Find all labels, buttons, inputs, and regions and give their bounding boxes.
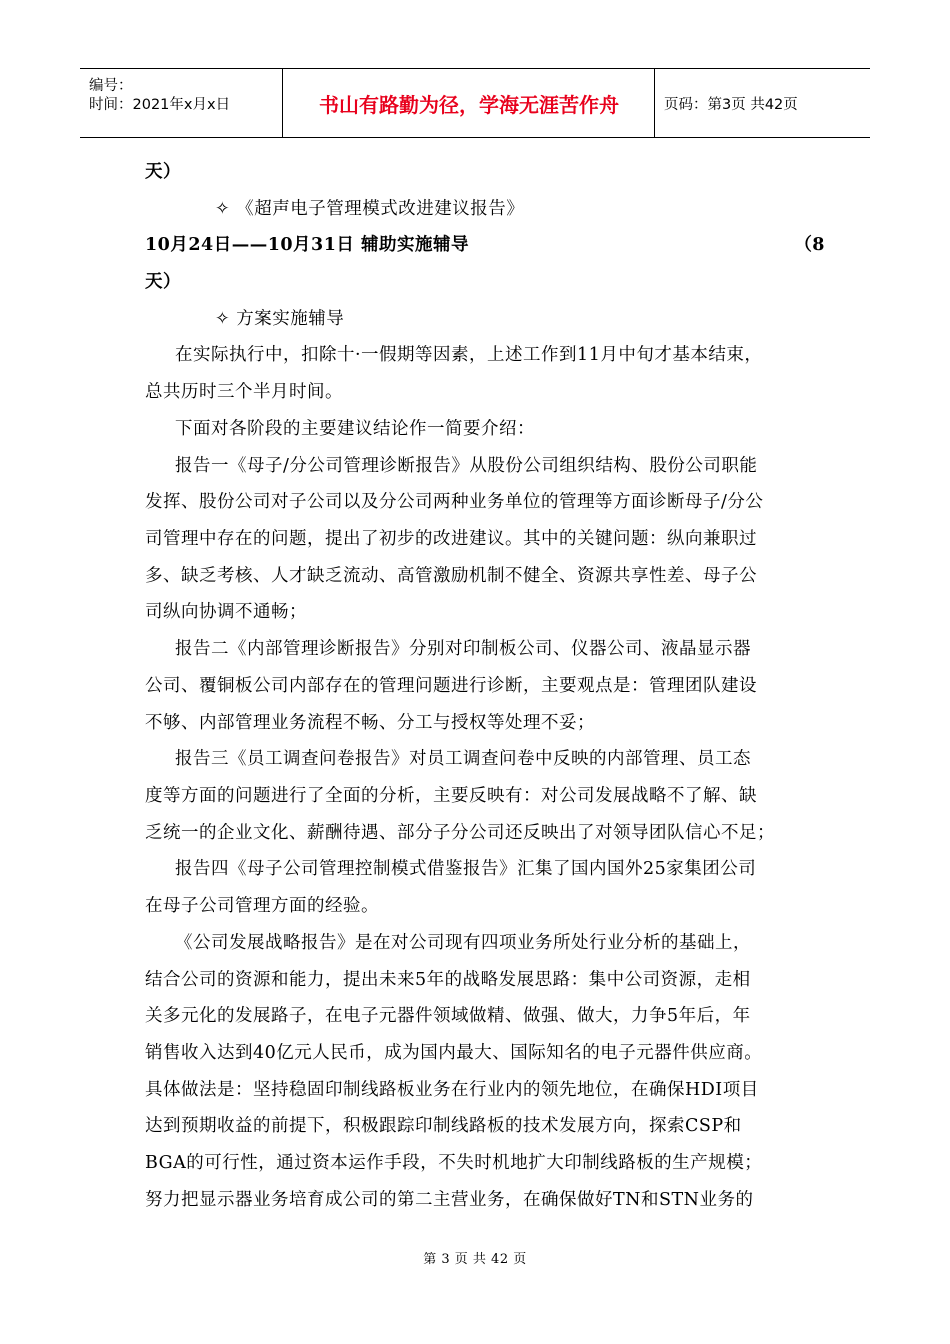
body-line: 天）: [145, 162, 181, 182]
paragraph-line: 报告四《母子公司管理控制模式借鉴报告》汇集了国内国外25家集团公司: [175, 859, 757, 879]
paragraph-line: 报告一《母子/分公司管理诊断报告》从股份公司组织结构、股份公司职能: [175, 456, 758, 476]
paragraph-line: 努力把显示器业务培育成公司的第二主营业务，在确保做好TN和STN业务的: [145, 1190, 754, 1210]
schedule-days: （8: [794, 235, 825, 255]
paragraph-line: 达到预期收益的前提下，积极跟踪印制线路板的技术发展方向，探索CSP和: [145, 1116, 742, 1136]
number-label: 编号：: [89, 78, 133, 94]
paragraph-line: BGA的可行性，通过资本运作手段，不失时机地扩大印制线路板的生产规模；: [145, 1153, 763, 1173]
paragraph-line: 多、缺乏考核、人才缺乏流动、高管激励机制不健全、资源共享性差、母子公: [145, 566, 757, 586]
date-label: 时间：2021年x月x日: [89, 97, 231, 113]
paragraph-line: 司管理中存在的问题，提出了初步的改进建议。其中的关键问题：纵向兼职过: [145, 529, 757, 549]
paragraph-line: 司纵向协调不通畅；: [145, 602, 307, 622]
paragraph-line: 报告二《内部管理诊断报告》分别对印制板公司、仪器公司、液晶显示器: [175, 639, 751, 659]
schedule-heading-text: 10月24日——10月31日 辅助实施辅导: [145, 235, 470, 255]
header-motto: 书山有路勤为径，学海无涯苦作舟: [319, 92, 619, 117]
header-page-info: 页码：第3页 共42页: [664, 96, 798, 113]
paragraph-line: 报告三《员工调查问卷报告》对员工调查问卷中反映的内部管理、员工态: [175, 749, 751, 769]
paragraph-line: 度等方面的问题进行了全面的分析，主要反映有：对公司发展战略不了解、缺: [145, 786, 757, 806]
header-divider-right: [654, 69, 655, 137]
paragraph-line: 下面对各阶段的主要建议结论作一简要介绍：: [175, 419, 535, 439]
body-line: 天）: [145, 272, 181, 292]
paragraph-line: 在母子公司管理方面的经验。: [145, 896, 379, 916]
paragraph-line: 《公司发展战略报告》是在对公司现有四项业务所处行业分析的基础上，: [175, 933, 751, 953]
header-meta-cell: [80, 69, 282, 137]
paragraph-line: 发挥、股份公司对子公司以及分公司两种业务单位的管理等方面诊断母子/分公: [145, 492, 764, 512]
paragraph-line: 关多元化的发展路子，在电子元器件领域做精、做强、做大，力争5年后，年: [145, 1006, 751, 1026]
paragraph-line: 在实际执行中，扣除十·一假期等因素，上述工作到11月中旬才基本结束，: [175, 345, 763, 365]
paragraph-line: 乏统一的企业文化、薪酬待遇、部分子分公司还反映出了对领导团队信心不足；: [145, 823, 775, 843]
paragraph-line: 具体做法是：坚持稳固印制线路板业务在行业内的领先地位，在确保HDI项目: [145, 1080, 759, 1100]
page-footer: 第 3 页 共 42 页: [423, 1252, 527, 1267]
paragraph-line: 销售收入达到40亿元人民币，成为国内最大、国际知名的电子元器件供应商。: [145, 1043, 763, 1063]
bullet-item: ✧ 《超声电子管理模式改进建议报告》: [215, 199, 525, 219]
bullet-item: ✧ 方案实施辅导: [215, 309, 345, 329]
header-table: [80, 68, 870, 138]
paragraph-line: 结合公司的资源和能力，提出未来5年的战略发展思路：集中公司资源，走相: [145, 970, 751, 990]
schedule-heading: [145, 234, 825, 256]
paragraph-line: 公司、覆铜板公司内部存在的管理问题进行诊断，主要观点是：管理团队建设: [145, 676, 757, 696]
paragraph-line: 总共历时三个半月时间。: [145, 382, 343, 402]
paragraph-line: 不够、内部管理业务流程不畅、分工与授权等处理不妥；: [145, 713, 595, 733]
